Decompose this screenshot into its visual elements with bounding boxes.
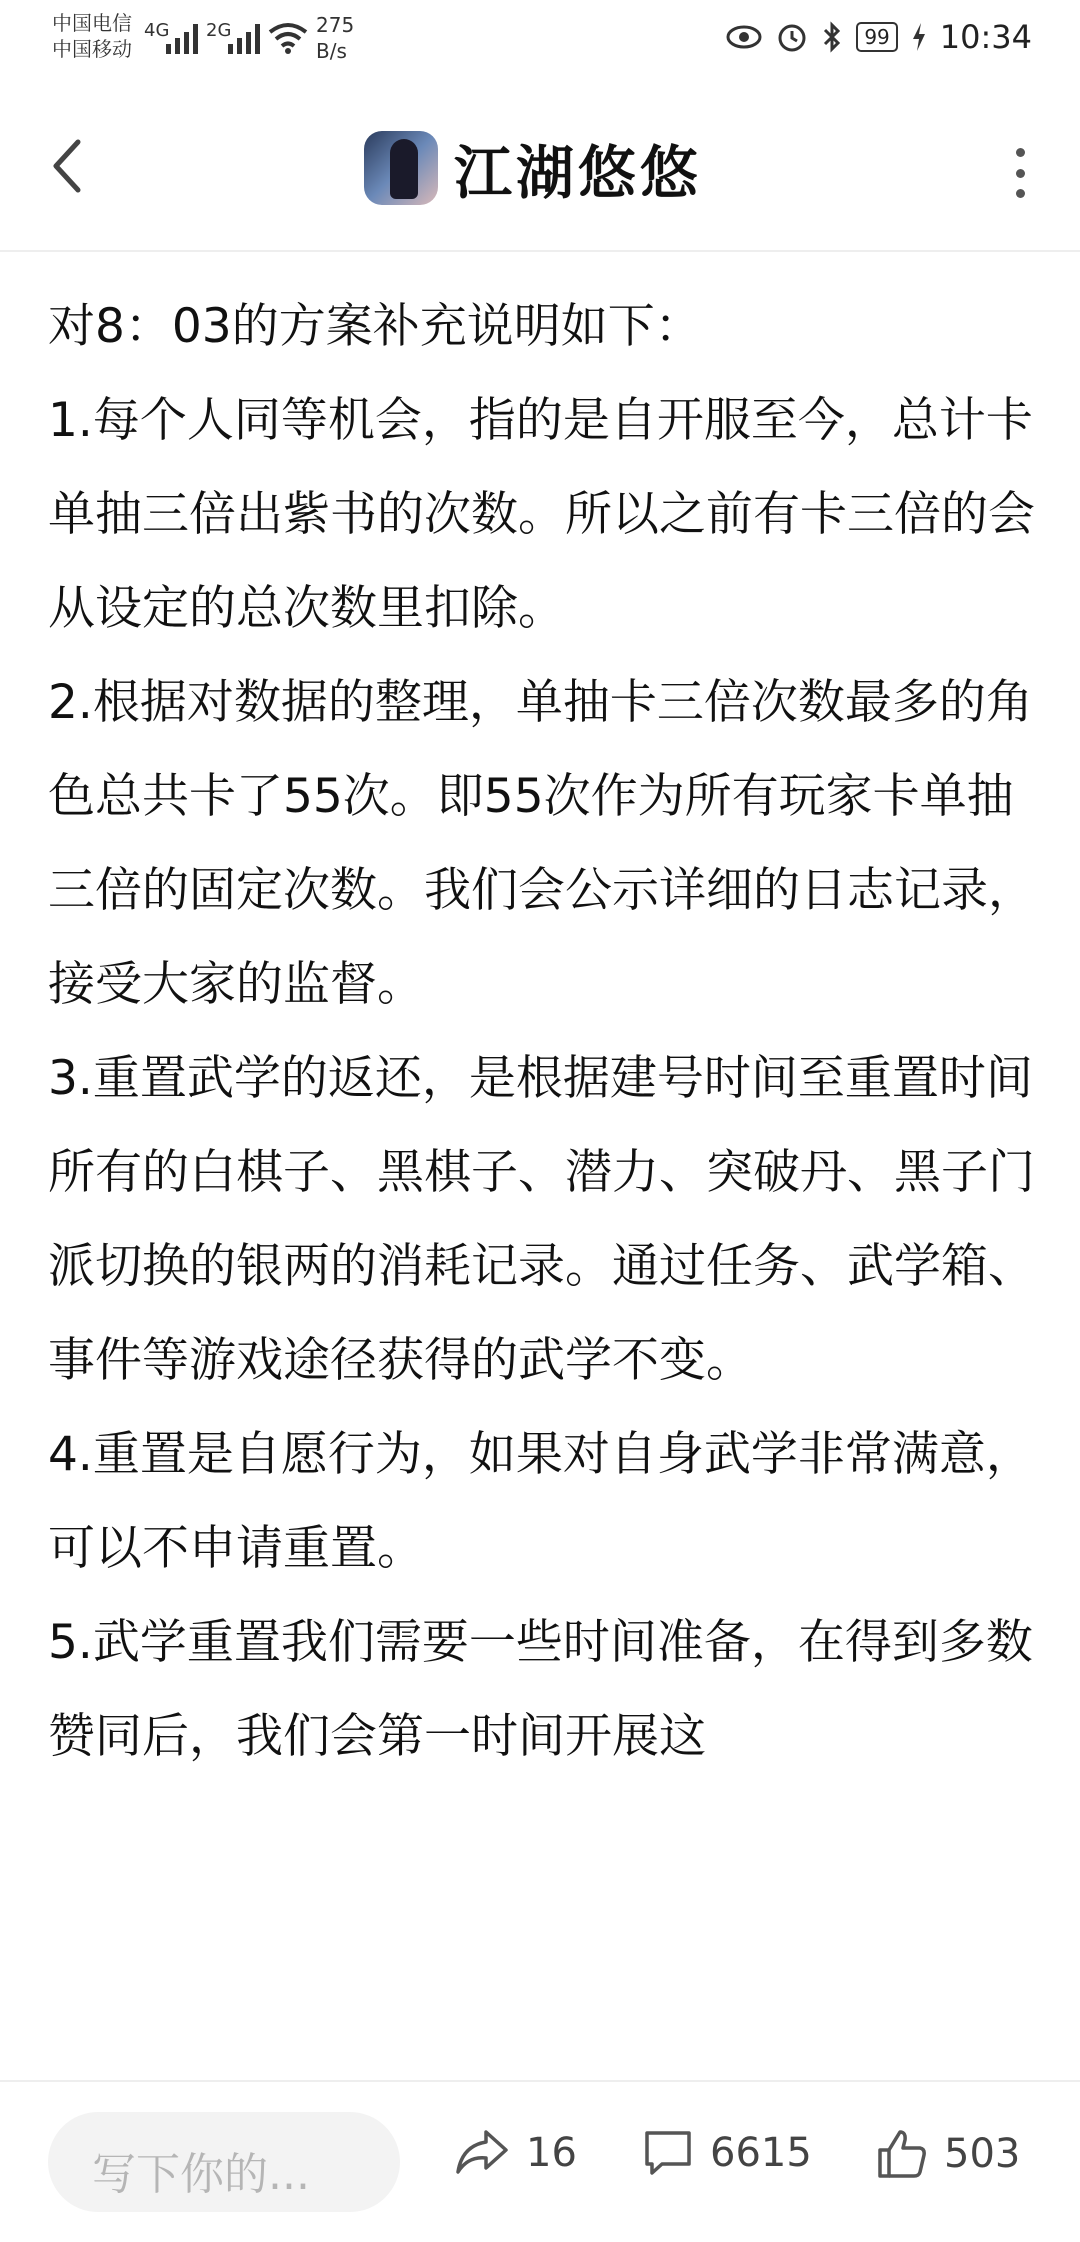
comment-button[interactable] — [642, 2128, 812, 2178]
page-title: 江湖悠悠 — [454, 139, 703, 207]
carrier-2: 中国移动 — [52, 37, 132, 61]
post-paragraph: 4.重置是自愿行为，如果对自身武学非常满意，可以不申请重置。 — [48, 1427, 1033, 1576]
thumbs-up-icon — [876, 2128, 928, 2180]
network-type-2: 2G — [206, 20, 232, 41]
eye-comfort-icon — [726, 24, 762, 50]
charging-icon — [912, 23, 926, 51]
carrier-1: 中国电信 — [52, 11, 132, 35]
network-speed-unit: B/s — [316, 39, 347, 63]
like-button[interactable] — [876, 2128, 1020, 2180]
carrier-info — [52, 10, 132, 62]
status-bar — [0, 0, 1080, 80]
share-icon — [454, 2128, 510, 2178]
top-app-bar — [0, 90, 1080, 252]
bottom-action-bar — [0, 2080, 1080, 2242]
signal-2-icon — [228, 20, 260, 54]
comment-icon — [642, 2128, 694, 2178]
system-icons — [726, 18, 1032, 56]
back-icon[interactable] — [48, 136, 88, 196]
share-button[interactable] — [454, 2128, 577, 2178]
signal-1-icon — [166, 20, 198, 54]
network-type-1: 4G — [144, 20, 170, 41]
comment-count: 6615 — [710, 2130, 812, 2176]
more-options-icon[interactable] — [1014, 148, 1026, 198]
post-paragraph: 对8：03的方案补充说明如下： — [48, 299, 702, 354]
alarm-icon — [776, 21, 808, 53]
game-avatar-icon — [364, 131, 438, 205]
bluetooth-icon — [822, 21, 842, 53]
clock: 10:34 — [939, 18, 1032, 56]
share-count: 16 — [526, 2130, 577, 2176]
forum-title[interactable] — [364, 126, 702, 210]
network-speed — [316, 12, 354, 64]
post-paragraph: 1.每个人同等机会，指的是自开服至今，总计卡单抽三倍出紫书的次数。所以之前有卡三倍的会从设定的总次数里扣除。 — [48, 393, 1035, 636]
post-content — [48, 280, 1038, 1784]
battery-level: 99 — [856, 22, 897, 52]
post-paragraph: 5.武学重置我们需要一些时间准备，在得到多数赞同后，我们会第一时间开展这 — [48, 1615, 1033, 1764]
like-count: 503 — [944, 2131, 1021, 2177]
comment-input[interactable] — [48, 2112, 400, 2212]
comment-placeholder: 写下你的... — [92, 2149, 310, 2200]
wifi-icon — [268, 22, 308, 54]
post-paragraph: 3.重置武学的返还，是根据建号时间至重置时间所有的白棋子、黑棋子、潜力、突破丹、黑子门派切换的银两的消耗记录。通过任务、武学箱、事件等游戏途径获得的武学不变。 — [48, 1051, 1035, 1388]
post-paragraph: 2.根据对数据的整理，单抽卡三倍次数最多的角色总共卡了55次。即55次作为所有玩家卡单抽三倍的固定次数。我们会公示详细的日志记录，接受大家的监督。 — [48, 675, 1035, 1012]
network-speed-value: 275 — [316, 13, 355, 37]
